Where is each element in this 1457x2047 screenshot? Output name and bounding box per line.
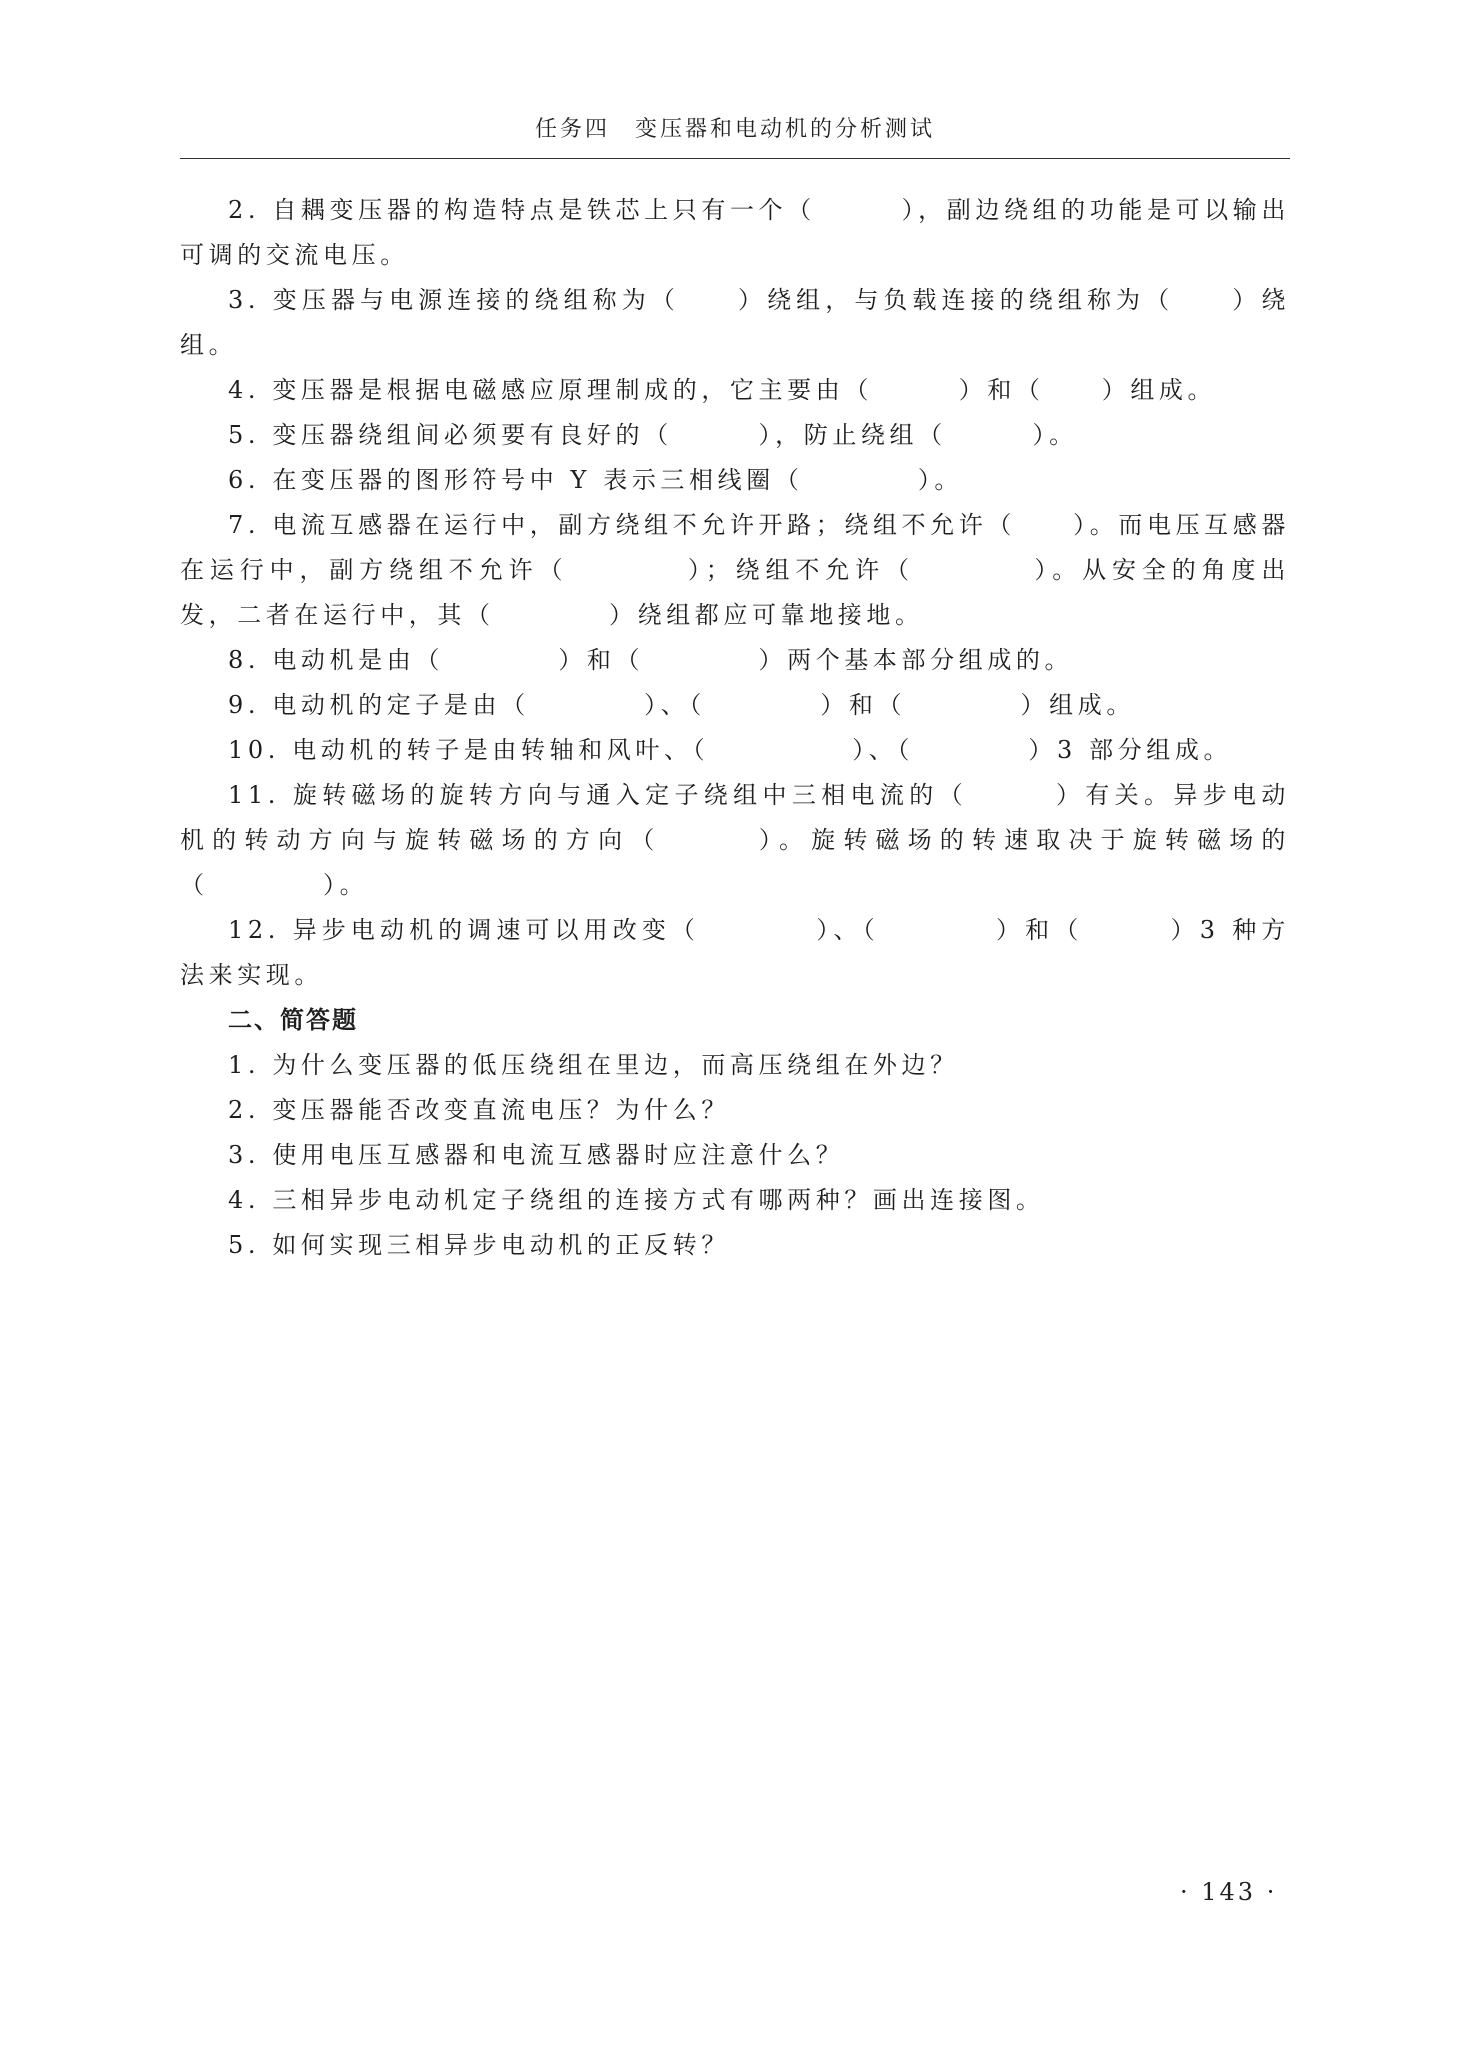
question-short-2: 2. 变压器能否改变直流电压？为什么？ [228,1096,730,1124]
header-rule [180,158,1290,159]
question-fill-4: 4. 变压器是根据电磁感应原理制成的，它主要由（ ）和（ ）组成。 [228,376,1217,404]
question-short-5: 5. 如何实现三相异步电动机的正反转？ [228,1231,730,1259]
question-fill-12: 12. 异步电动机的调速可以用改变（ ）、（ ）和（ ）3 种方法来实现。 [180,916,1290,989]
question-fill-6: 6. 在变压器的图形符号中 Y 表示三相线圈（ ）。 [228,466,964,494]
question-fill-5: 5. 变压器绕组间必须要有良好的（ ），防止绕组（ ）。 [228,421,1078,449]
question-fill-2: 2. 自耦变压器的构造特点是铁芯上只有一个（ ），副边绕组的功能是可以输出可调的交流电压。 [180,196,1290,269]
page-number: · 143 · [1180,1878,1278,1906]
question-fill-11: 11. 旋转磁场的旋转方向与通入定子绕组中三相电流的（ ）有关。异步电动机的转动方向与旋转磁场的方向（ ）。旋转磁场的转速取决于旋转磁场的（ ）。 [180,781,1290,899]
question-fill-8: 8. 电动机是由（ ）和（ ）两个基本部分组成的。 [228,646,1074,674]
running-header: 任务四 变压器和电动机的分析测试 [534,117,935,142]
question-short-1: 1. 为什么变压器的低压绕组在里边，而高压绕组在外边？ [228,1051,959,1079]
section-heading-short-answer: 二、简答题 [228,1006,358,1034]
question-short-3: 3. 使用电压互感器和电流互感器时应注意什么？ [228,1141,845,1169]
question-fill-7: 7. 电流互感器在运行中，副方绕组不允许开路；绕组不允许（ ）。而电压互感器在运行中，副方绕组不允许（ ）；绕组不允许（ ）。从安全的角度出发，二者在运行中，其（ ）绕组都应可靠地接地。 [180,511,1290,629]
question-short-4: 4. 三相异步电动机定子绕组的连接方式有哪两种？画出连接图。 [228,1186,1045,1214]
question-fill-3: 3. 变压器与电源连接的绕组称为（ ）绕组，与负载连接的绕组称为（ ）绕组。 [180,286,1290,359]
question-fill-10: 10. 电动机的转子是由转轴和风叶、（ ）、（ ）3 部分组成。 [228,736,1233,764]
question-fill-9: 9. 电动机的定子是由（ ）、（ ）和（ ）组成。 [228,691,1135,719]
page-body [180,188,1290,1268]
